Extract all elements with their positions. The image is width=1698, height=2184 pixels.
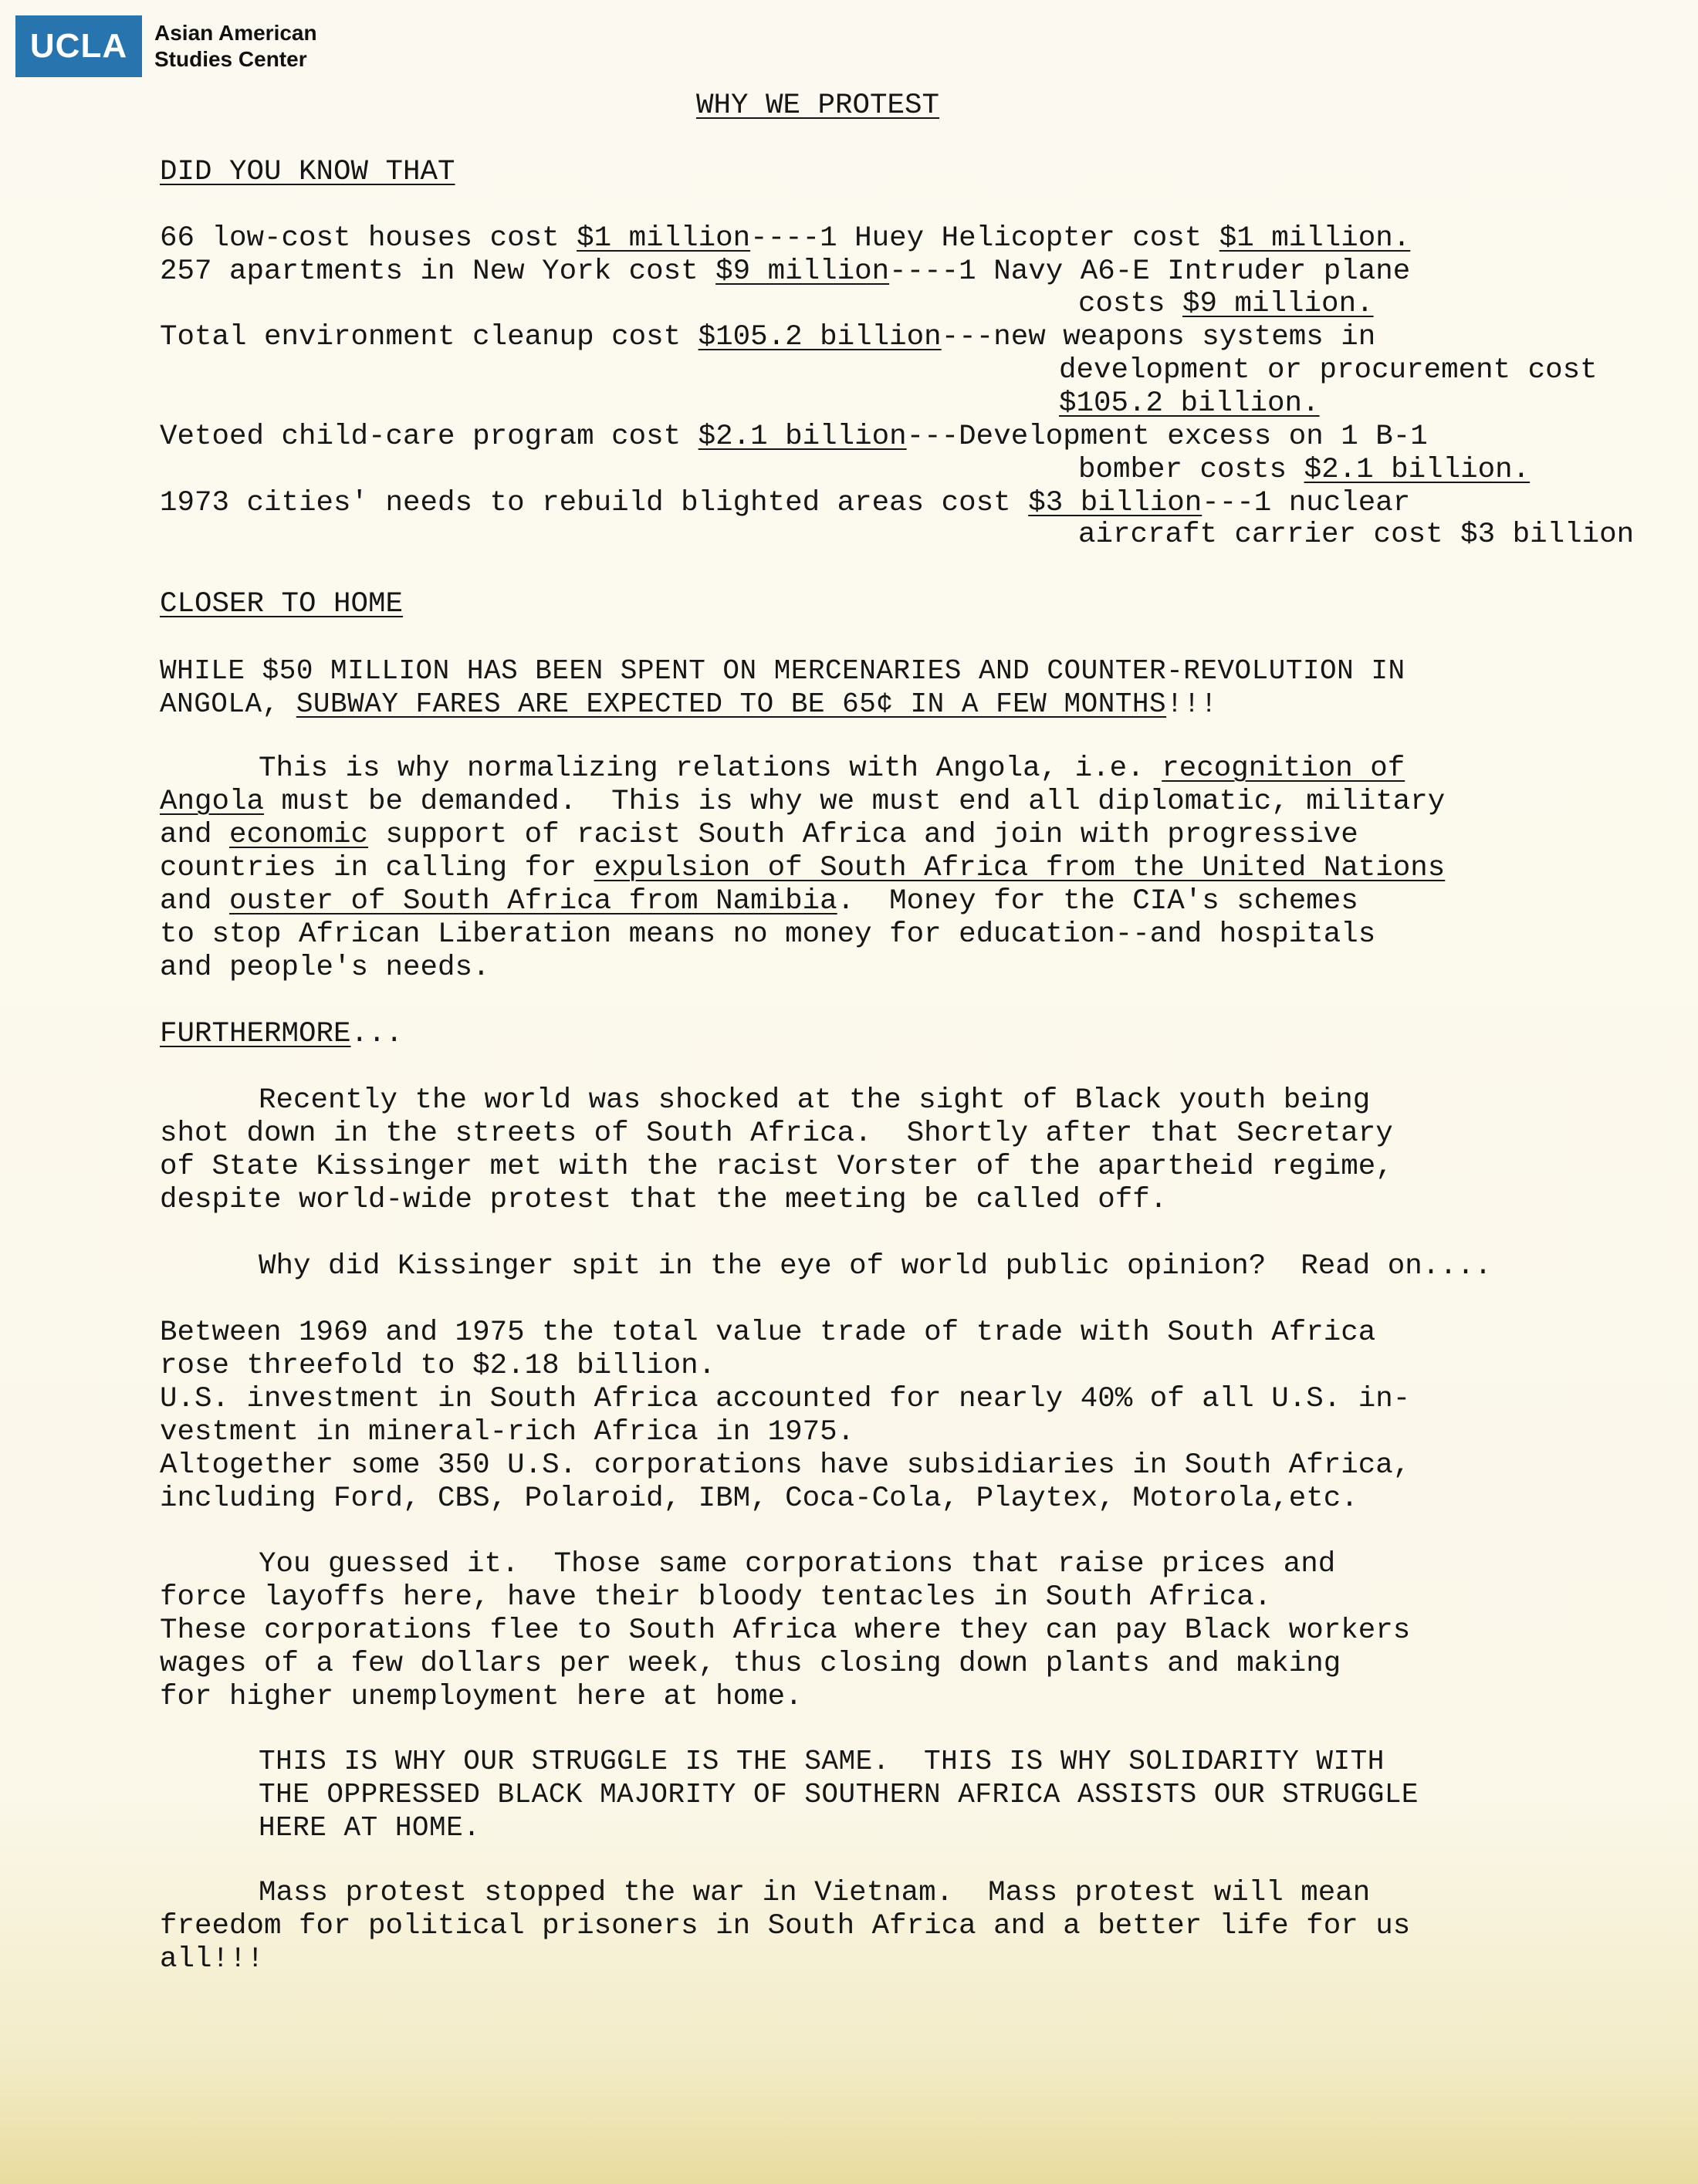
ucla-logo-mark: UCLA — [15, 15, 142, 77]
paragraph-line: and ouster of South Africa from Namibia. Money for the CIA's schemes — [160, 885, 1358, 918]
page-title: WHY WE PROTEST — [696, 90, 940, 122]
caps-statement: THIS IS WHY OUR STRUGGLE IS THE SAME. THIS IS WHY SOLIDARITY WITH — [259, 1746, 1385, 1777]
paragraph-line: to stop African Liberation means no money for education--and hospitals — [160, 918, 1376, 951]
comparison-line: 66 low-cost houses cost $1 million----1 Huey Helicopter cost $1 million. — [160, 222, 1411, 255]
paragraph-line: U.S. investment in South Africa accounted for nearly 40% of all U.S. in- — [160, 1383, 1411, 1415]
comparison-line: Vetoed child-care program cost $2.1 billion---Development excess on 1 B-1 — [160, 421, 1428, 453]
paragraph-line: This is why normalizing relations with Angola, i.e. recognition of — [259, 752, 1405, 785]
paragraph-line: You guessed it. Those same corporations that raise prices and — [259, 1548, 1336, 1581]
paragraph-line: countries in calling for expulsion of South Africa from the United Nations — [160, 852, 1446, 884]
paragraph-line: These corporations flee to South Africa where they can pay Black workers — [160, 1614, 1411, 1647]
paragraph-line: freedom for political prisoners in South Africa and a better life for us — [160, 1910, 1411, 1942]
caps-statement: THE OPPRESSED BLACK MAJORITY OF SOUTHERN AFRICA ASSISTS OUR STRUGGLE — [259, 1779, 1419, 1810]
comparison-line: Total environment cleanup cost $105.2 billion---new weapons systems in — [160, 321, 1376, 353]
section-heading-closer-to-home: CLOSER TO HOME — [160, 588, 404, 620]
paragraph-line: for higher unemployment here at home. — [160, 1681, 803, 1713]
caps-statement: HERE AT HOME. — [259, 1812, 481, 1844]
center-name-line-2: Studies Center — [154, 47, 307, 71]
paragraph-line: Mass protest stopped the war in Vietnam. Mass protest will mean — [259, 1877, 1371, 1909]
comparison-line: 257 apartments in New York cost $9 million----1 Navy A6-E Intruder plane — [160, 255, 1411, 288]
paragraph-line: Recently the world was shocked at the sight of Black youth being — [259, 1084, 1371, 1117]
paragraph-line: Angola must be demanded. This is why we must end all diplomatic, military — [160, 786, 1446, 818]
paragraph-line: despite world-wide protest that the meeting be called off. — [160, 1184, 1168, 1216]
paragraph-line: including Ford, CBS, Polaroid, IBM, Coca-Cola, Playtex, Motorola,etc. — [160, 1482, 1358, 1515]
section-heading-furthermore: FURTHERMORE... — [160, 1018, 404, 1050]
paragraph-line: and economic support of racist South Africa and join with progressive — [160, 819, 1358, 851]
paragraph-line: wages of a few dollars per week, thus closing down plants and making — [160, 1648, 1341, 1680]
document-body — [160, 0, 1696, 1976]
comparison-line: $105.2 billion. — [1059, 387, 1320, 420]
caps-statement: ANGOLA, SUBWAY FARES ARE EXPECTED TO BE 65¢ IN A FEW MONTHS!!! — [160, 688, 1218, 720]
paragraph-line: and people's needs. — [160, 952, 490, 984]
paragraph-line: all!!! — [160, 1943, 265, 1976]
paragraph-line: of State Kissinger met with the racist Vorster of the apartheid regime, — [160, 1151, 1393, 1183]
section-heading-did-you-know: DID YOU KNOW THAT — [160, 156, 455, 188]
comparison-line: development or procurement cost — [1059, 354, 1598, 387]
paragraph-line: rose threefold to $2.18 billion. — [160, 1350, 716, 1382]
paragraph-line: shot down in the streets of South Africa. Shortly after that Secretary — [160, 1117, 1393, 1150]
caps-statement: WHILE $50 MILLION HAS BEEN SPENT ON MERCENARIES AND COUNTER-REVOLUTION IN — [160, 655, 1405, 687]
paragraph-line: Between 1969 and 1975 the total value trade of trade with South Africa — [160, 1317, 1376, 1349]
center-name-line-1: Asian American — [154, 21, 317, 45]
paragraph-line: Altogether some 350 U.S. corporations have subsidiaries in South Africa, — [160, 1449, 1411, 1482]
comparison-line: aircraft carrier cost $3 billion — [1078, 519, 1635, 551]
paragraph-line: force layoffs here, have their bloody tentacles in South Africa. — [160, 1581, 1272, 1614]
paragraph-line: Why did Kissinger spit in the eye of world public opinion? Read on.... — [259, 1250, 1492, 1283]
comparison-line: costs $9 million. — [1078, 288, 1374, 320]
comparison-line: bomber costs $2.1 billion. — [1078, 454, 1531, 486]
comparison-line: 1973 cities' needs to rebuild blighted areas cost $3 billion---1 nuclear — [160, 487, 1411, 519]
paragraph-line: vestment in mineral-rich Africa in 1975. — [160, 1416, 855, 1449]
